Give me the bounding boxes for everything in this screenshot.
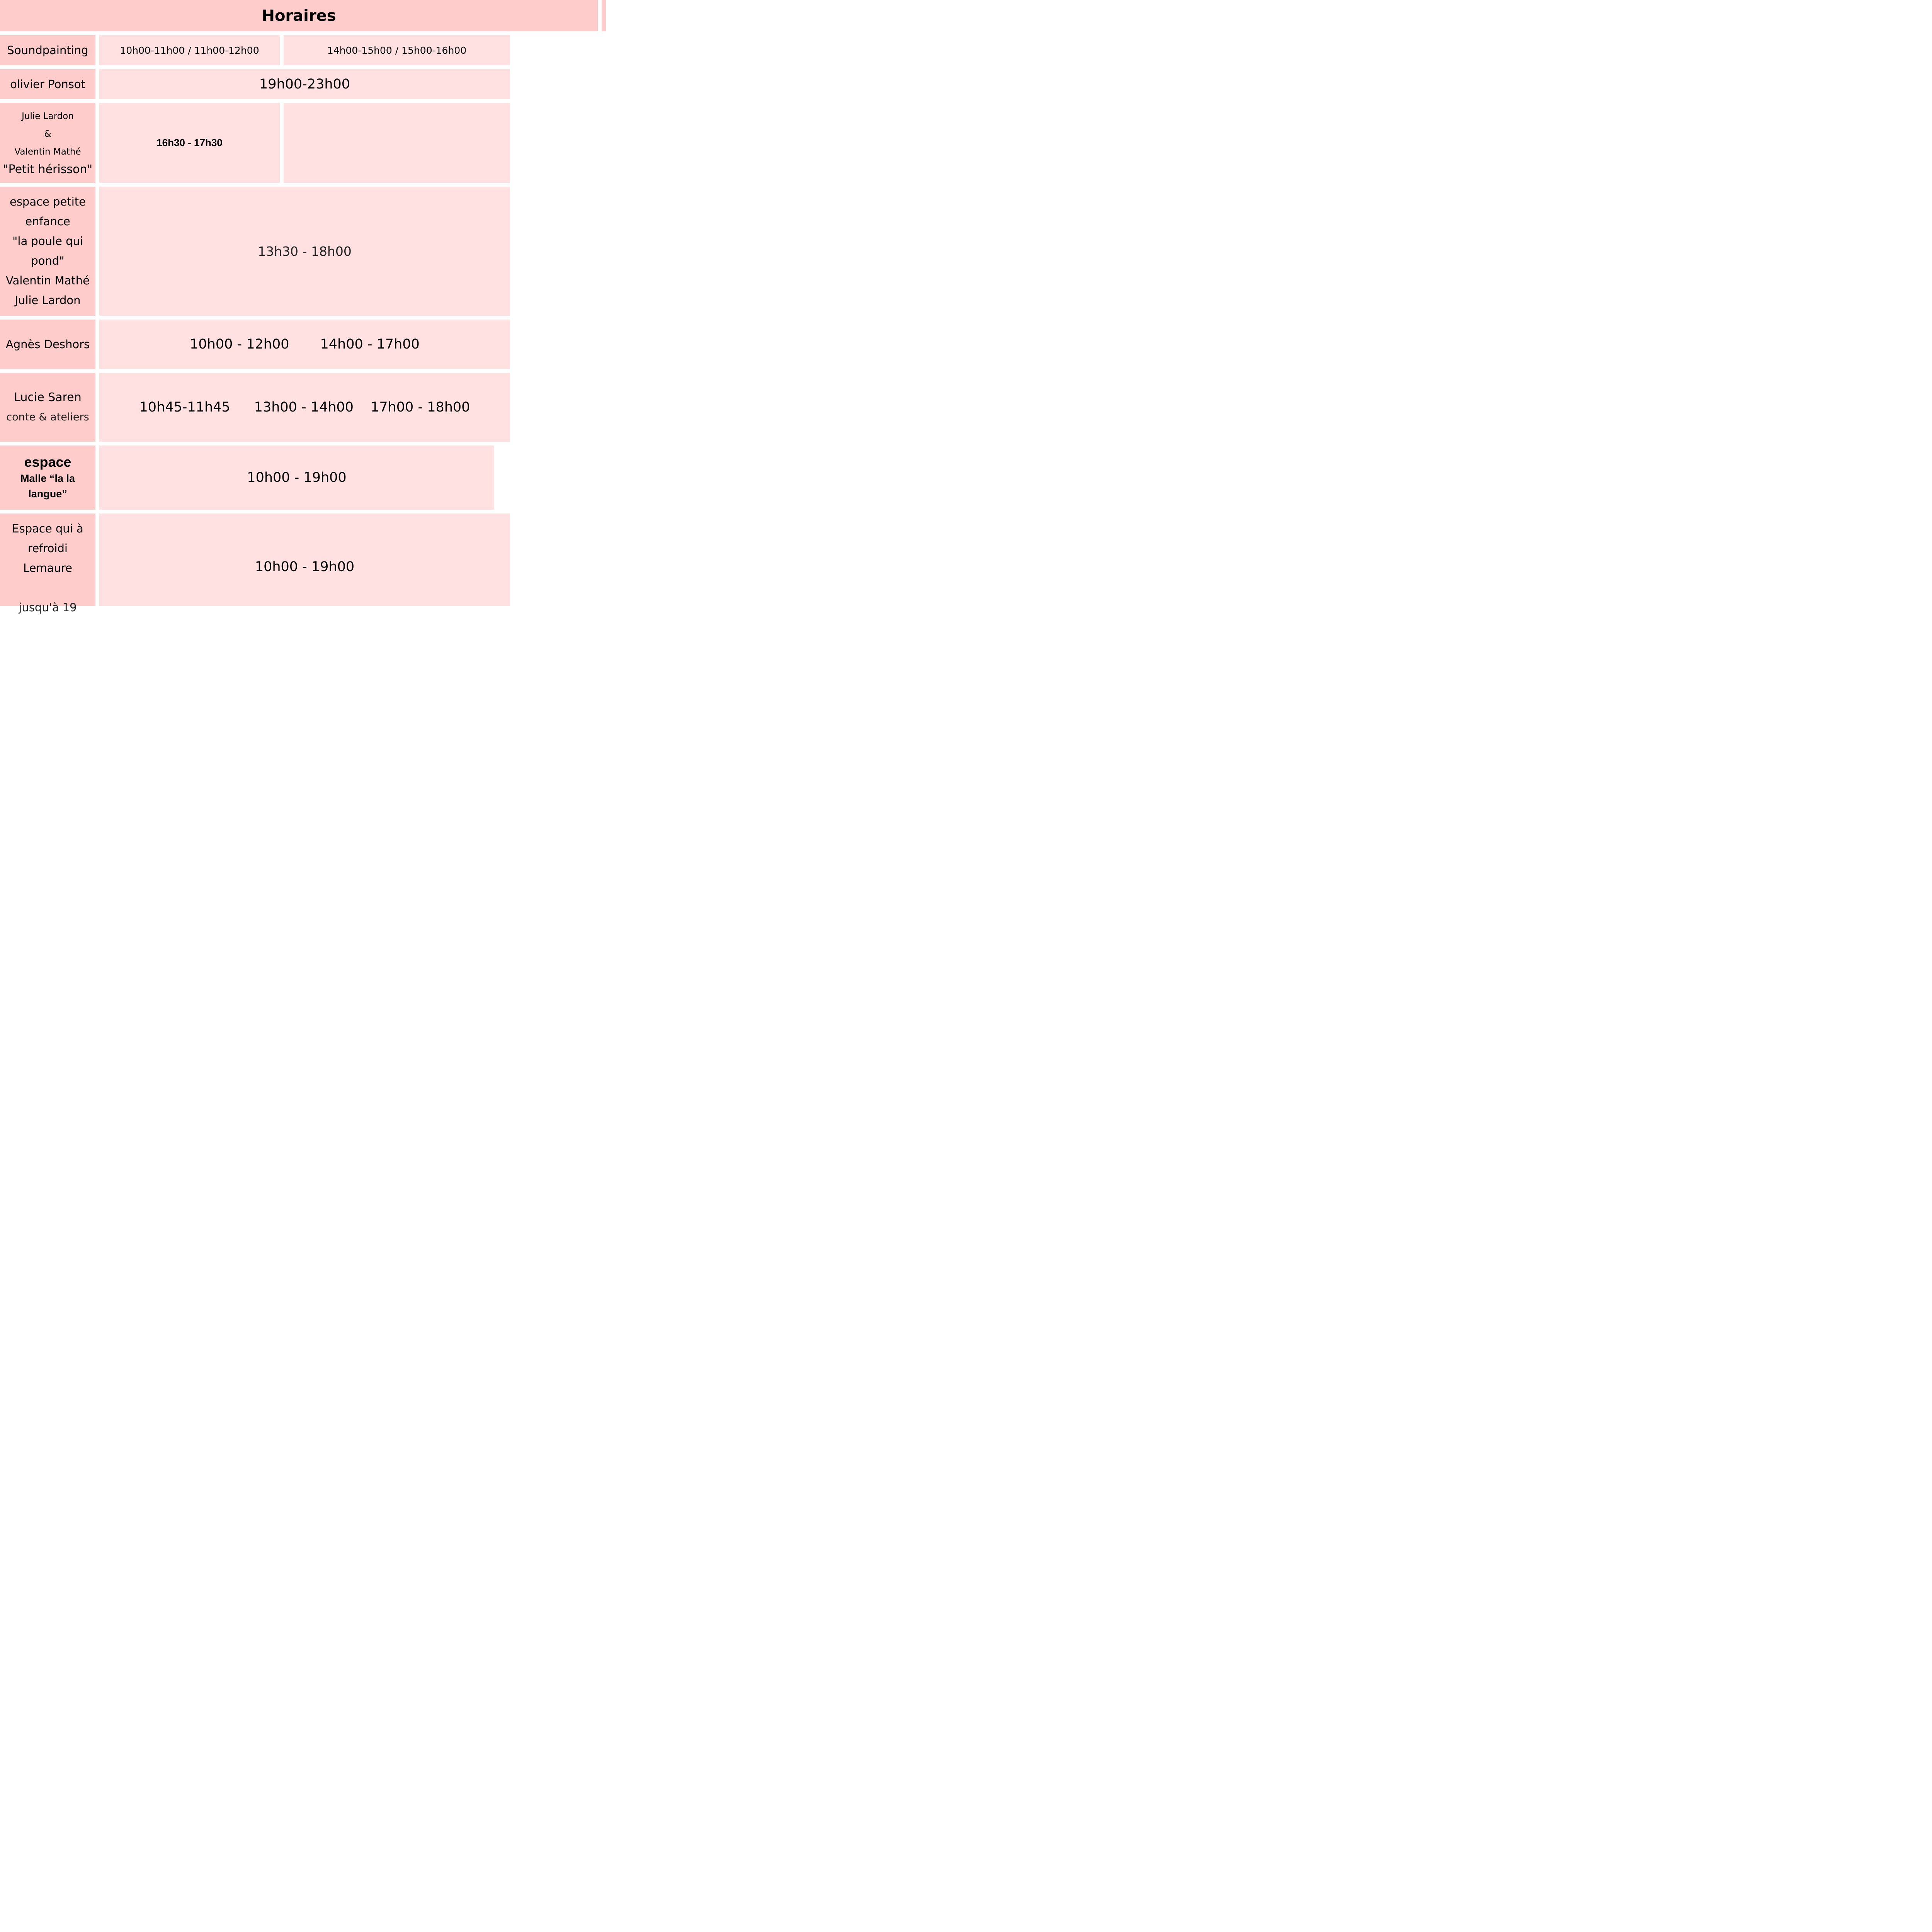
row-label-line: Malle “la la [20,473,75,484]
row-label-line: Lucie Saren [14,391,82,404]
row-label-line: langue” [28,488,67,500]
time-text: 10h00-11h00 / 11h00-12h00 [120,44,259,56]
row-label-line: pond" [31,254,65,267]
time-text: 13h30 - 18h00 [258,243,352,259]
page-title: Horaires [262,7,336,25]
time-text: 19h00-23h00 [259,76,350,92]
row-label-agnes-deshors [0,320,95,369]
time-slot [99,446,494,510]
title-bar [0,0,598,31]
time-slot [284,35,510,65]
time-slot-empty [284,103,510,183]
row-label-line: Espace qui à [12,522,83,535]
time-text: 17h00 - 18h00 [371,400,470,415]
row-label-soundpainting [0,35,95,65]
row-label-line: Lemaure [23,561,73,575]
row-label-line: Valentin Mathé [5,274,90,287]
time-slot [99,35,280,65]
row-label-line: conte & ateliers [6,411,89,423]
row-label-line: refroidi [28,542,68,555]
time-text: 14h00-15h00 / 15h00-16h00 [327,44,467,56]
time-text: 10h00 - 12h00 [190,337,289,352]
row-label-line: "la poule qui [12,235,83,248]
row-label-olivier-ponsot [0,69,95,99]
row-label-espace-refroidi [0,514,95,614]
time-slot [99,514,510,606]
row-label-line: Julie Lardon [22,111,74,121]
row-label-line: "Petit hérisson" [3,162,93,176]
row-label-text: olivier Ponsot [10,77,85,91]
row-label-text: Agnès Deshors [5,338,90,351]
row-label-line: Valentin Mathé [14,146,81,157]
row-label-line: enfance [25,215,70,228]
row-label-line: & [44,129,51,139]
time-slot [99,69,510,99]
time-text: 14h00 - 17h00 [320,337,420,352]
title-bar-edge [602,0,606,31]
time-slot [99,320,510,369]
time-text: 16h30 - 17h30 [156,137,223,148]
time-text: 10h00 - 19h00 [247,470,347,485]
row-label-line: jusqu'à 19 [19,601,77,614]
time-text: 13h00 - 14h00 [254,400,354,415]
row-label-lucie-saren [0,373,95,442]
row-label-line: espace petite [9,195,86,208]
time-slot [99,187,510,316]
time-text: 10h45-11h45 [139,400,230,415]
time-text: 10h00 - 19h00 [255,559,355,575]
row-label-espace-malle [0,446,95,510]
row-label-line: espace [24,454,71,470]
row-label-espace-petite-enfance [0,187,95,316]
time-slot [99,373,510,442]
row-label-petit-herisson [0,103,95,183]
row-label-text: Soundpainting [7,44,88,57]
row-label-line: Julie Lardon [15,294,81,307]
time-slot [99,103,280,183]
